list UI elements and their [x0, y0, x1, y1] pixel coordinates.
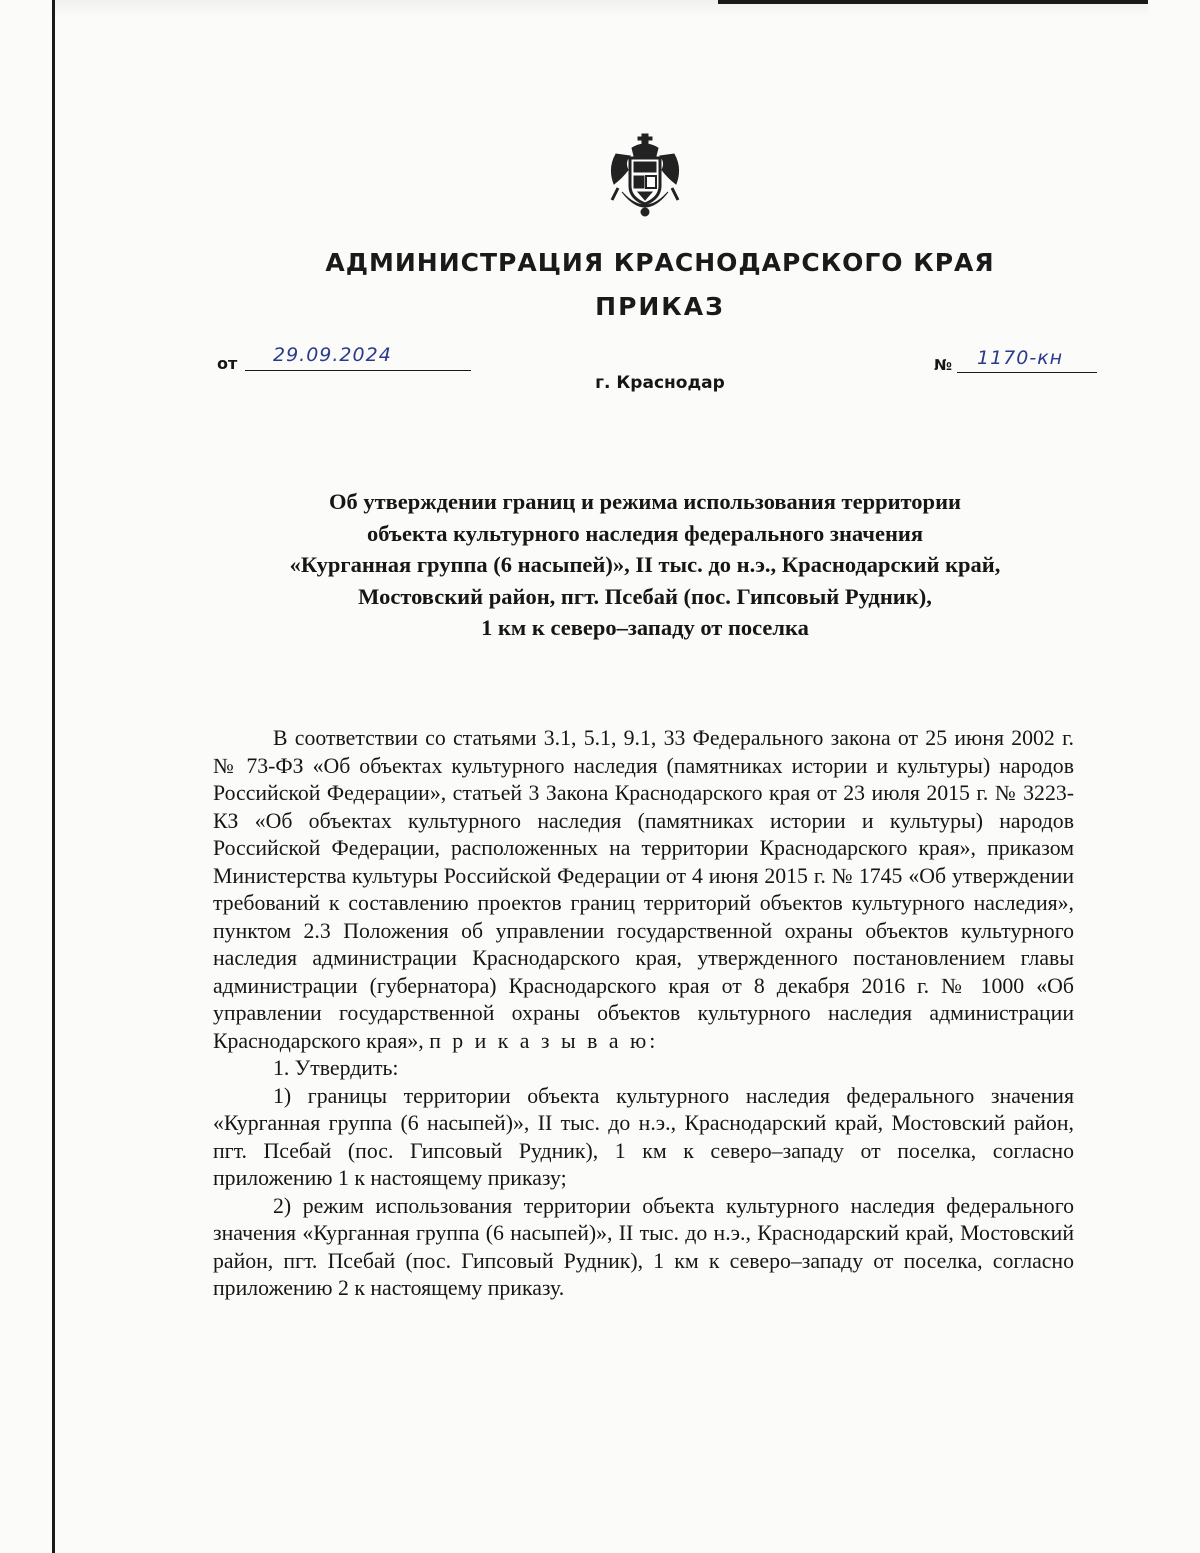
- title-line: «Курганная группа (6 насыпей)», II тыс. до н.э., Краснодарский край,: [289, 552, 1001, 577]
- title-line: Мостовский район, пгт. Псебай (пос. Гипсовый Рудник),: [358, 583, 932, 609]
- date-handwritten: 29.09.2024: [273, 344, 392, 366]
- scan-top-strip: [55, 0, 1148, 18]
- preamble-paragraph: [213, 725, 1074, 1055]
- item-1: 1. Утвердить:: [273, 1056, 399, 1080]
- item-1-1: 1) границы территории объекта культурного наследия федерального значения «Курганная группа (6 насыпей)», II тыс. до н.э., Краснодарский край, Мостовский район, пгт. Псебай (пос. Гипсовый Рудник), 1 км к северо–западу от поселка, согласно приложению 1 к настоящему приказу;: [213, 1083, 1074, 1190]
- number-prefix: №: [934, 356, 953, 374]
- document-title: [215, 486, 1075, 644]
- city: г. Краснодар: [595, 373, 725, 393]
- item-1-2: 2) режим использования территории объекта культурного наследия федерального значения «Курганная группа (6 насыпей)», II тыс. до н.э., Краснодарский край, Мостовский район, пгт. Псебай (пос. Гипсовый Рудник), 1 км к северо–западу от поселка, согласно приложению 2 к настоящему приказу.: [213, 1193, 1074, 1300]
- page-binding-edge: [52, 0, 55, 1553]
- preamble-text: В соответствии со статьями 3.1, 5.1, 9.1, 33 Федерального закона от 25 июня 2002 г. № 73-ФЗ «Об объектах культурного наследия (памятниках истории и культуры) народов Российской Федерации», статьей 3 Закона Краснодарского края от 23 июля 2015 г. № 3223-КЗ «Об объектах культурного наследия (памятниках истории и культуры) народов Российской Федерации, расположенных на территории Краснодарского края», приказом Министерства культуры Российской Федерации от 4 июня 2015 г. № 1745 «Об утверждении требований к составлению проектов границ территорий объектов культурного наследия», пунктом 2.3 Положения об управлении государственной охраны объектов культурного наследия администрации Краснодарского края, утвержденного постановлением главы администрации (губернатора) Краснодарского края от 8 декабря 2016 г. № 1000 «Об управлении государственной охраны объектов культурного наследия администрации Краснодарского края»,: [213, 726, 1074, 1053]
- order-word: п р и к а з ы в а ю:: [429, 1028, 659, 1053]
- title-line: объекта культурного наследия федерального значения: [366, 520, 924, 546]
- document-body: [213, 725, 1074, 1303]
- title-line: 1 км к северо–западу от поселка: [481, 615, 809, 640]
- date-underline: [245, 370, 471, 371]
- title-line: Об утверждении границ и режима использования территории: [328, 489, 962, 514]
- organization-name: АДМИНИСТРАЦИЯ КРАСНОДАРСКОГО КРАЯ: [325, 248, 995, 277]
- coat-of-arms-emblem: [608, 132, 682, 222]
- date-prefix: от: [217, 354, 238, 373]
- document-type: ПРИКАЗ: [595, 292, 725, 321]
- number-handwritten: 1170-кн: [977, 347, 1064, 369]
- scan-top-bar: [718, 0, 1148, 4]
